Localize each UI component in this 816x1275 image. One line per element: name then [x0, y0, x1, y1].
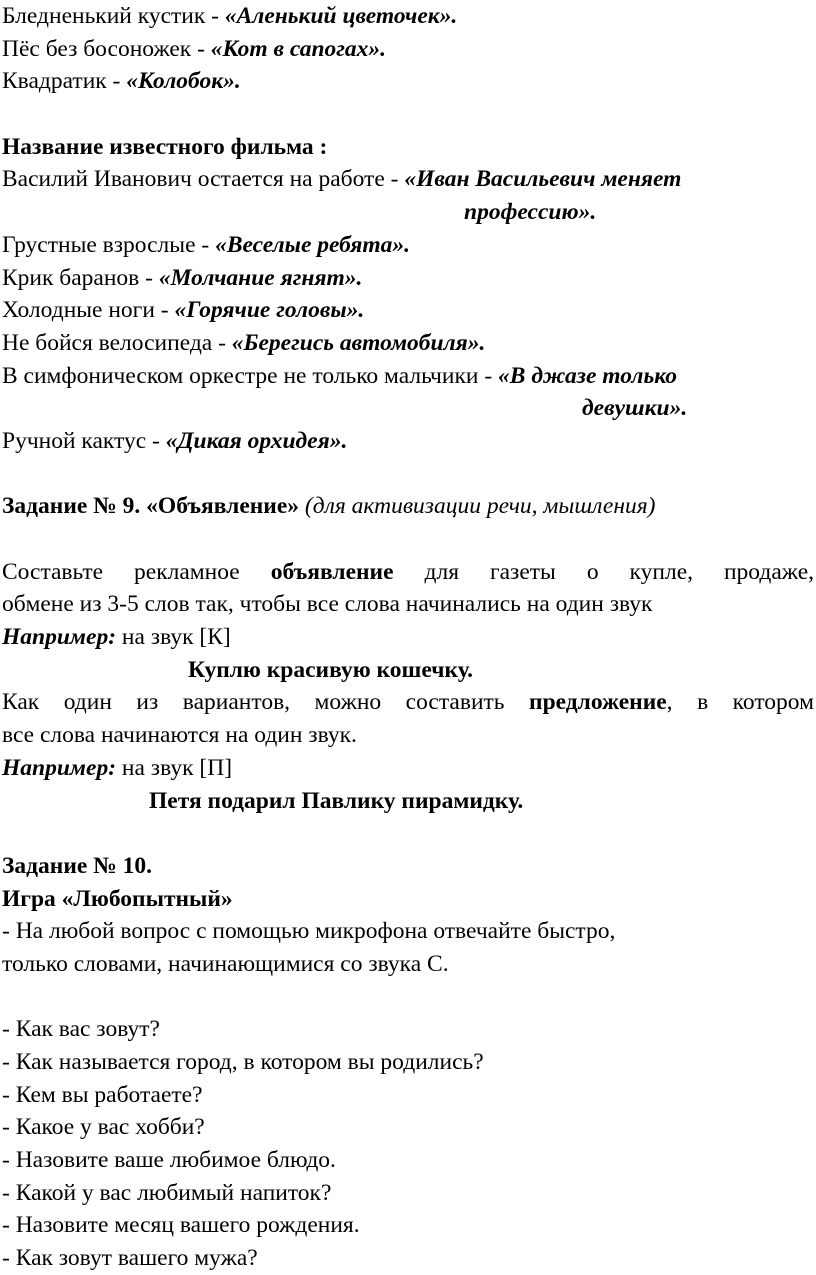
film-clue: Не бойся велосипеда - [2, 329, 232, 356]
riddle-line [2, 65, 814, 98]
task10-intro: - На любой вопрос с помощью микрофона отвечайте быстро, [2, 918, 616, 945]
film-line [2, 262, 814, 295]
task9-keyword: объявление [270, 558, 394, 585]
task9-paragraph-line: обмене из 3-5 слов так, чтобы все слова начинались на один звук [2, 591, 653, 618]
question-item: - Какой у вас любимый напиток? [2, 1179, 332, 1206]
spacer [2, 817, 814, 850]
spacer [2, 458, 814, 491]
task9-text: Как один из вариантов, можно составить [2, 689, 530, 716]
riddle-clue: Пёс без босоножек - [2, 35, 211, 62]
task9-title: Задание № 9. «Объявление» [2, 493, 300, 520]
task9-subtitle: (для активизации речи, мышления) [299, 493, 656, 520]
task9-heading [2, 490, 814, 523]
film-line [2, 163, 814, 196]
riddle-answer: «Колобок». [126, 68, 241, 95]
task10-game: Игра «Любопытный» [2, 885, 233, 912]
task10-intro: только словами, начинающимися со звука С. [2, 950, 449, 977]
films-heading: Название известного фильма : [2, 133, 328, 160]
film-answer: «Дикая орхидея». [165, 427, 348, 454]
film-clue: Василий Иванович остается на работе - [2, 166, 405, 193]
film-answer: «Иван Васильевич меняет [404, 166, 682, 193]
riddle-line [2, 33, 814, 66]
task9-text: Составьте рекламное [2, 558, 271, 585]
task9-paragraph-line [2, 556, 814, 589]
spacer [2, 98, 814, 131]
film-line [2, 294, 814, 327]
example-line [2, 752, 814, 785]
example-label: Например: [2, 624, 117, 651]
film-answer-continuation: профессию». [464, 199, 597, 226]
film-answer: «В джазе только [498, 362, 677, 389]
film-line [2, 327, 814, 360]
task9-text: , в котором [666, 689, 814, 716]
film-clue: Ручной кактус - [2, 427, 166, 454]
film-clue: Холодные ноги - [2, 297, 175, 324]
question-item: - Кем вы работаете? [2, 1081, 203, 1108]
film-clue: В симфоническом оркестре не только мальчики - [2, 362, 499, 389]
example-sentence: Петя подарил Павлику пирамидку. [149, 787, 524, 814]
spacer [2, 523, 814, 556]
task9-keyword: предложение [529, 689, 667, 716]
task9-paragraph-line: все слова начинаются на один звук. [2, 722, 357, 749]
film-answer: «Веселые ребята». [215, 231, 411, 258]
spacer [2, 981, 814, 1014]
riddle-line [2, 0, 814, 33]
film-clue: Крик баранов - [2, 264, 159, 291]
document-page [2, 0, 814, 1275]
question-item: - Назовите месяц вашего рождения. [2, 1212, 360, 1239]
example-sound: на звук [П] [116, 754, 233, 781]
film-line [2, 425, 814, 458]
example-line [2, 621, 814, 654]
task10-title: Задание № 10. [2, 852, 153, 879]
task9-text: для газеты о купле, продаже, [393, 558, 814, 585]
riddle-answer: «Аленький цветочек». [224, 3, 458, 29]
film-line [2, 360, 814, 393]
question-item: - Как вас зовут? [2, 1016, 160, 1043]
film-line [2, 229, 814, 262]
question-item: - Как называется город, в котором вы родились? [2, 1049, 484, 1076]
film-answer-continuation: девушки». [582, 395, 688, 422]
riddle-clue: Квадратик - [2, 68, 127, 95]
example-sound: на звук [К] [116, 624, 231, 651]
film-answer: «Молчание ягнят». [158, 264, 363, 291]
film-clue: Грустные взрослые - [2, 231, 216, 258]
riddle-clue: Бледненький кустик - [2, 3, 225, 29]
question-item: - Как зовут вашего мужа? [2, 1245, 258, 1272]
task9-paragraph-line [2, 686, 814, 719]
example-sentence: Куплю красивую кошечку. [188, 656, 473, 683]
question-item: - Назовите ваше любимое блюдо. [2, 1147, 336, 1174]
question-item: - Какое у вас хобби? [2, 1114, 205, 1141]
film-answer: «Берегись автомобиля». [231, 329, 486, 356]
riddle-answer: «Кот в сапогах». [210, 35, 387, 62]
example-label: Например: [2, 754, 117, 781]
film-answer: «Горячие головы». [174, 297, 365, 324]
